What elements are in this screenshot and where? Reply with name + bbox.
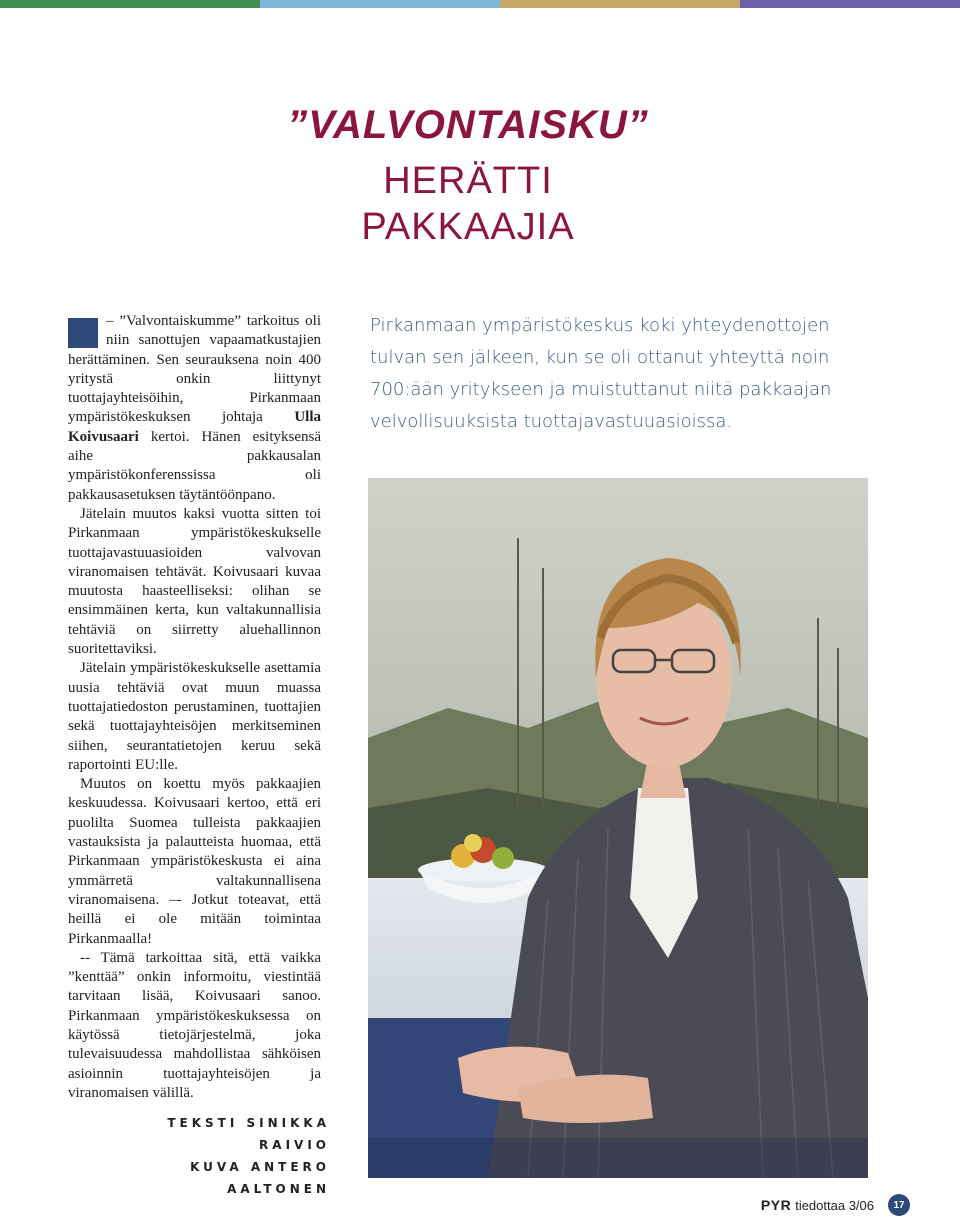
headline-line-2: HERÄTTI <box>383 160 553 202</box>
article-credits <box>140 1112 330 1200</box>
body-paragraph-1 <box>68 312 321 505</box>
headline <box>228 100 708 250</box>
credit-text-author: TEKSTI SINIKKA RAIVIO <box>167 1116 330 1152</box>
credit-photo-author: KUVA ANTERO AALTONEN <box>190 1160 330 1196</box>
body-text-column <box>68 312 321 1103</box>
footer-issue: tiedottaa 3/06 <box>795 1197 874 1213</box>
footer-brand: PYR <box>760 1197 792 1213</box>
navy-square-marker <box>68 318 98 348</box>
body-paragraph-2: Jätelain muutos kaksi vuotta sitten toi Pirkanmaan ympäristökeskukselle tuottajavastuuasioiden valvovan viranomaisen tehtävät. Koivusaari kuvaa muutosta haasteelliseksi: olihan se ensimmäinen kerta, kun valtakunnallisia tehtäviä on siirretty aluehallinnon suoritettaviksi. <box>68 505 321 658</box>
body-paragraph-3: Jätelain ympäristökeskukselle asettamia uusia tehtäviä ovat muun muassa tuottajatiedoston perustaminen, tuottajien sekä tuottajayhteisöjen merkitseminen siihen, seurantatietojen keruu sekä raportointi EU:lle. <box>68 660 321 773</box>
bar-segment-green <box>0 0 260 8</box>
top-color-bar <box>0 0 960 8</box>
page-footer <box>761 1194 910 1216</box>
body-paragraph-4: Muutos on koettu myös pakkaajien keskuudessa. Koivusaari kertoo, että eri puolilta Suomea tulleista pakkaajien vastauksista ja palautteista huomaa, että Pirkanmaan ympäristökeskusta ei aina ymmärretä valtakunnallisena viranomaisena. –- Jotkut toteavat, että heillä ei ole mitään toimintaa Pirkanmaalla! <box>68 776 321 947</box>
lead-paragraph: Pirkanmaan ympäristökeskus koki yhteydenottojen tulvan sen jälkeen, kun se oli ottanut yhteyttä noin 700:ään yritykseen ja muistuttanut niitä pakkaajan velvollisuuksista tuottajavastuuasioissa. <box>370 315 832 432</box>
headline-line-3: PAKKAAJIA <box>361 206 575 248</box>
bar-segment-purple <box>740 0 960 8</box>
portrait-photo <box>368 478 868 1178</box>
person-name: Ulla Koivusaari <box>68 409 321 445</box>
bar-segment-blue <box>260 0 500 8</box>
body-paragraph-1-end: kertoi. Hänen esityksensä aihe pakkausalan ympäristökonferenssissa oli pakkausasetuksen täytäntöönpano. <box>68 428 321 503</box>
page-number-badge: 17 <box>888 1194 910 1216</box>
bar-segment-tan <box>500 0 740 8</box>
body-paragraph-5: -- Tämä tarkoittaa sitä, että vaikka ”kenttää” onkin informoitu, viestintää tarvitaan lisää, Koivusaari sanoo. Pirkanmaan ympäristökeskuksessa on käytössä tietojärjestelmä, joka tulevaisuudessa mahdollistaa sähköisen asioinnin tuottajayhteisöjen ja viranomaisen välillä. <box>68 949 321 1101</box>
body-paragraph-1-start: – ”Valvontaiskumme” tarkoitus oli niin sanottujen vapaamatkustajien herättäminen. Sen seurauksena noin 400 yritystä onkin liittynyt tuottajayhteisöihin, Pirkanmaan ympäristökeskuksen johtaja <box>68 313 321 426</box>
headline-line-1: ”VALVONTAISKU” <box>287 103 649 147</box>
